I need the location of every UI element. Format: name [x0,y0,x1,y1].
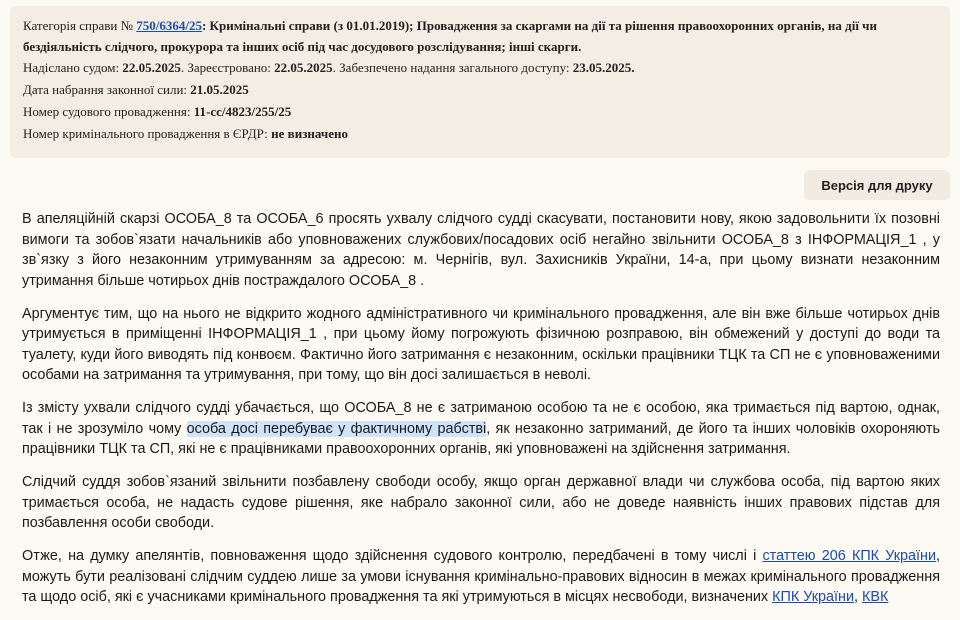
case-info-panel [10,6,950,158]
document-body [22,209,940,620]
access-date-dot: . [631,60,635,75]
article-206-link[interactable]: статтею 206 КПК України [762,548,937,564]
paragraph-5-middle: , можуть бути реалізовані слідчим суддею лише за умови існування кримінально-правових відносин в межах кримінального провадження та щодо осіб, які є учасниками кримінального провадження та які утримуються в місцях несвободи, визначених [22,548,941,605]
registered-date: 22.05.2025 [274,60,333,75]
registered-label: . Зареєстровано: [180,60,275,75]
access-label: . Забезпечено надання загального доступу: [332,60,573,75]
case-category-line [23,15,937,57]
paragraph-4: Слідчий суддя зобов`язаний звільнити позбавлену свободи особу, якщо орган державної влади чи службова особа, під вартою яких тримається особа, не надасть судове рішення, яке набрало законної сили, або не доведе наявність інших правових підстав для позбавлення особи свободи. [22,474,940,531]
case-dates-line [23,57,937,79]
case-category-text: : Кримінальні справи (з 01.01.2019); Провадження за скаргами на дії та рішення правоохоронних органів, на дії чи бездіяльність слідчого, прокурора та інших осіб під час досудового розслідування; інші скарги. [23,18,878,54]
erdr-label: Номер кримінального провадження в ЄРДР: [23,126,272,141]
kpk-link[interactable]: КПК України [772,589,855,605]
paragraph-2: Аргументує тим, що на нього не відкрито жодного адміністративного чи кримінального провадження, але він вже більше чотирьох днів утримується в приміщенні ІНФОРМАЦІЯ_1 , при цьому йому погрожують фізичною розправою, він обмежений у доступі до води та туалету, куди його виводять під конвоєм. Фактично його затримання є незаконним, оскільки працівники ТЦК та СП не є уповноваженими особами на затримання та утримування, при тому, що він досі залишається в неволі. [22,305,940,383]
paragraph-3-start: Із змісту ухвали слідчого судді убачається, що ОСОБА_8 не є затриманою особою та не є особою, яка тримається під вартою, однак, так і не зрозуміло чому [22,400,940,437]
paragraph-1: В апеляційній скарзі ОСОБА_8 та ОСОБА_6 просять ухвалу слідчого судді скасувати, постановити нову, якою задовольнити їх позовні вимоги та зобов`язати начальників або уповноважених службових/посадових осіб негайно звільнити ОСОБА_8 з ІНФОРМАЦІЯ_1 , у зв`язку з його незаконним утримуванням за адресою: м. Чернігів, вул. Захисників України, 14-а, при цьому визнати незаконним утримання більше чотирьох днів постраждалого ОСОБА_8 . [22,211,940,289]
effective-date: 21.05.2025 [190,82,249,97]
sent-date: 22.05.2025 [122,60,181,75]
proceeding-number: 11-сс/4823/255/25 [193,104,292,119]
erdr-value: не визначено [271,126,348,141]
paragraph-5-start: Отже, на думку апелянтів, повноваження щодо здійснення судового контролю, передбачені в тому числі і [22,548,763,564]
print-version-button[interactable]: Версія для друку [804,170,950,200]
paragraph-3-end: , як незаконно затриманий, де його та інших чоловіків охороняють працівники ТЦК та СП, які не є працівниками правоохоронних органів, які уповноважені на здійснення затримання. [22,420,941,457]
access-date: 23.05.2025 [572,60,632,75]
proceeding-label: Номер судового провадження: [23,104,194,119]
paragraph-5 [22,546,940,608]
effective-date-line [23,79,937,101]
effective-label: Дата набрання законної сили: [23,82,191,97]
paragraph-3 [22,398,940,460]
case-category-label: Категорія справи № [23,18,133,33]
highlighted-text[interactable]: особа досі перебуває у фактичному рабстві [186,420,487,437]
link-separator: , [854,589,863,605]
kvk-link[interactable]: КВК [862,589,889,605]
proceeding-number-line [23,101,937,123]
case-number-link[interactable]: 750/6364/25 [136,18,202,33]
sent-label: Надіслано судом: [23,60,123,75]
erdr-number-line [23,123,937,145]
